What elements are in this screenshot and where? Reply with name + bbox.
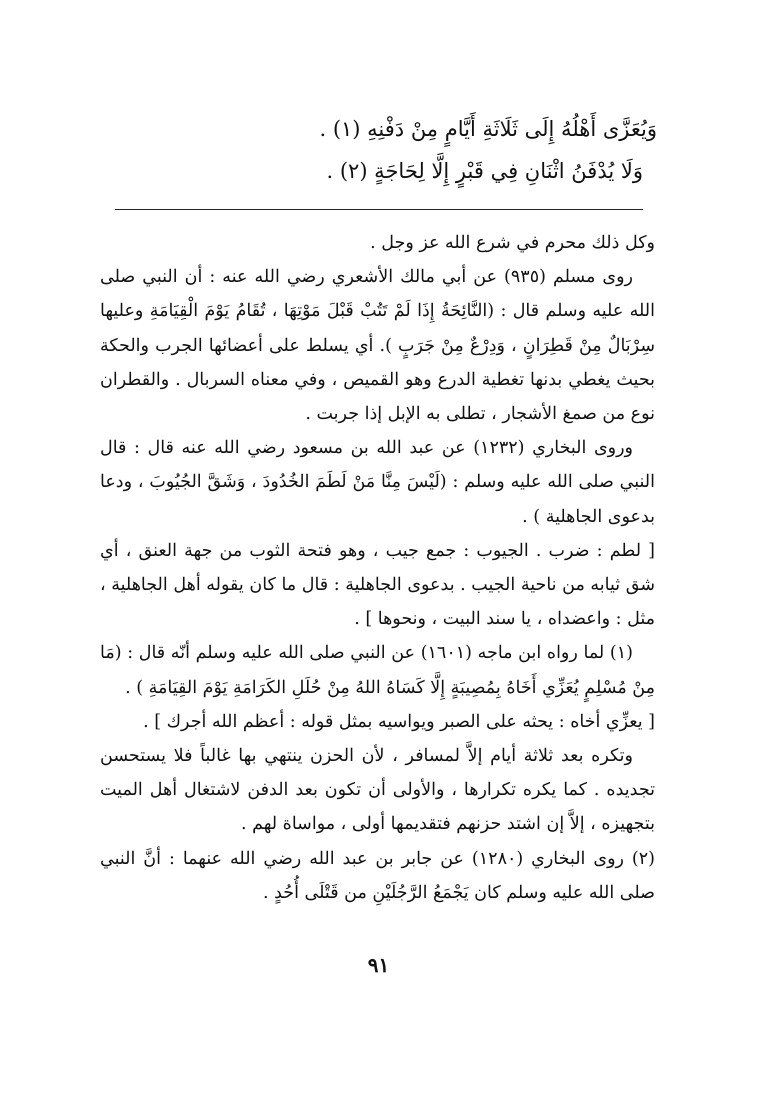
footnote-1: (١) لما رواه ابن ماجه (١٦٠١) عن النبي صلى الله عليه وسلم أنّه قال : (مَا مِنْ مُسْلِمٍ يُعَزِّي أَخَاهُ بِمُصِيبَةٍ إِلَّا كَسَاهُ اللهُ مِنْ حُلَلِ الكَرَامَةِ يَوْمَ القِيَامَةِ ) . <box>100 643 655 698</box>
footnote-paragraph: [ يعزِّي أخاه : يحثه على الصبر ويواسيه بمثل قوله : أعظم الله أجرك ] . <box>143 711 655 732</box>
footnote-paragraph: وتكره بعد ثلاثة أيام إلاَّ لمسافر ، لأن الحزن ينتهي بها غالباً فلا يستحسن تجديده . كما يكره تكرارها ، والأولى أن تكون بعد الدفن لاشتغال أهل الميت بتجهيزه ، إلاَّ إن اشتد حزنهم فتقديمها أولى ، مواساة لهم . <box>100 746 655 835</box>
main-text-line-2: وَلَا يُدْفَنُ اثْنَانِ فِي قَبْرٍ إِلَّا لِحَاجَةٍ (٢) . <box>326 159 643 183</box>
footnotes <box>100 226 655 910</box>
footnote-2: (٢) روى البخاري (١٢٨٠) عن جابر بن عبد الله رضي الله عنهما : أنَّ النبي صلى الله عليه وسلم كان يَجْمَعُ الرَّجُلَيْنِ من قَتْلَى أُحُدٍ . <box>100 848 655 903</box>
footnote-separator <box>115 209 643 210</box>
footnote-paragraph: روى مسلم (٩٣٥) عن أبي مالك الأشعري رضي الله عنه : أن النبي صلى الله عليه وسلم قال : (النَّائِحَةُ إِذَا لَمْ تَتُبْ قَبْلَ مَوْتِهَا ، تُقَامُ يَوْمَ الْقِيَامَةِ وعليها سِرْبَالٌ مِنْ قَطِرَانٍ ، وَدِرْعٌ مِنْ جَرَبٍ ). أي يسلط على أعضائها الجرب والحكة بحيث يغطي بدنها تغطية الدرع وهو القميص ، وفي معناه السربال . والقطران نوع من صمغ الأشجار ، تطلى به الإبل إذا جربت . <box>100 267 655 425</box>
page-number: ٩١ <box>367 953 390 977</box>
footnote-paragraph: [ لطم : ضرب . الجيوب : جمع جيب ، وهو فتحة الثوب من جهة العنق ، أي شق ثيابه من ناحية الجيب . بدعوى الجاهلية : قال ما كان يقوله أهل الجاهلية ، مثل : واعضداه ، يا سند البيت ، ونحوها ] . <box>100 540 655 630</box>
footnote-paragraph: وروى البخاري (١٢٣٢) عن عبد الله بن مسعود رضي الله عنه قال : قال النبي صلى الله عليه وسلم : (لَيْسَ مِنَّا مَنْ لَطَمَ الخُدُودَ ، وَشَقَّ الجُيُوبَ ، ودعا بدعوى الجاهلية ) . <box>100 438 655 527</box>
footnote-paragraph: وكل ذلك محرم في شرع الله عز وجل . <box>370 233 655 253</box>
main-text-line-1: وَيُعَزَّى أَهْلُهُ إِلَى ثَلَاثَةِ أَيَّامٍ مِنْ دَفْنِهِ (١) . <box>319 117 657 141</box>
main-text <box>97 108 657 192</box>
